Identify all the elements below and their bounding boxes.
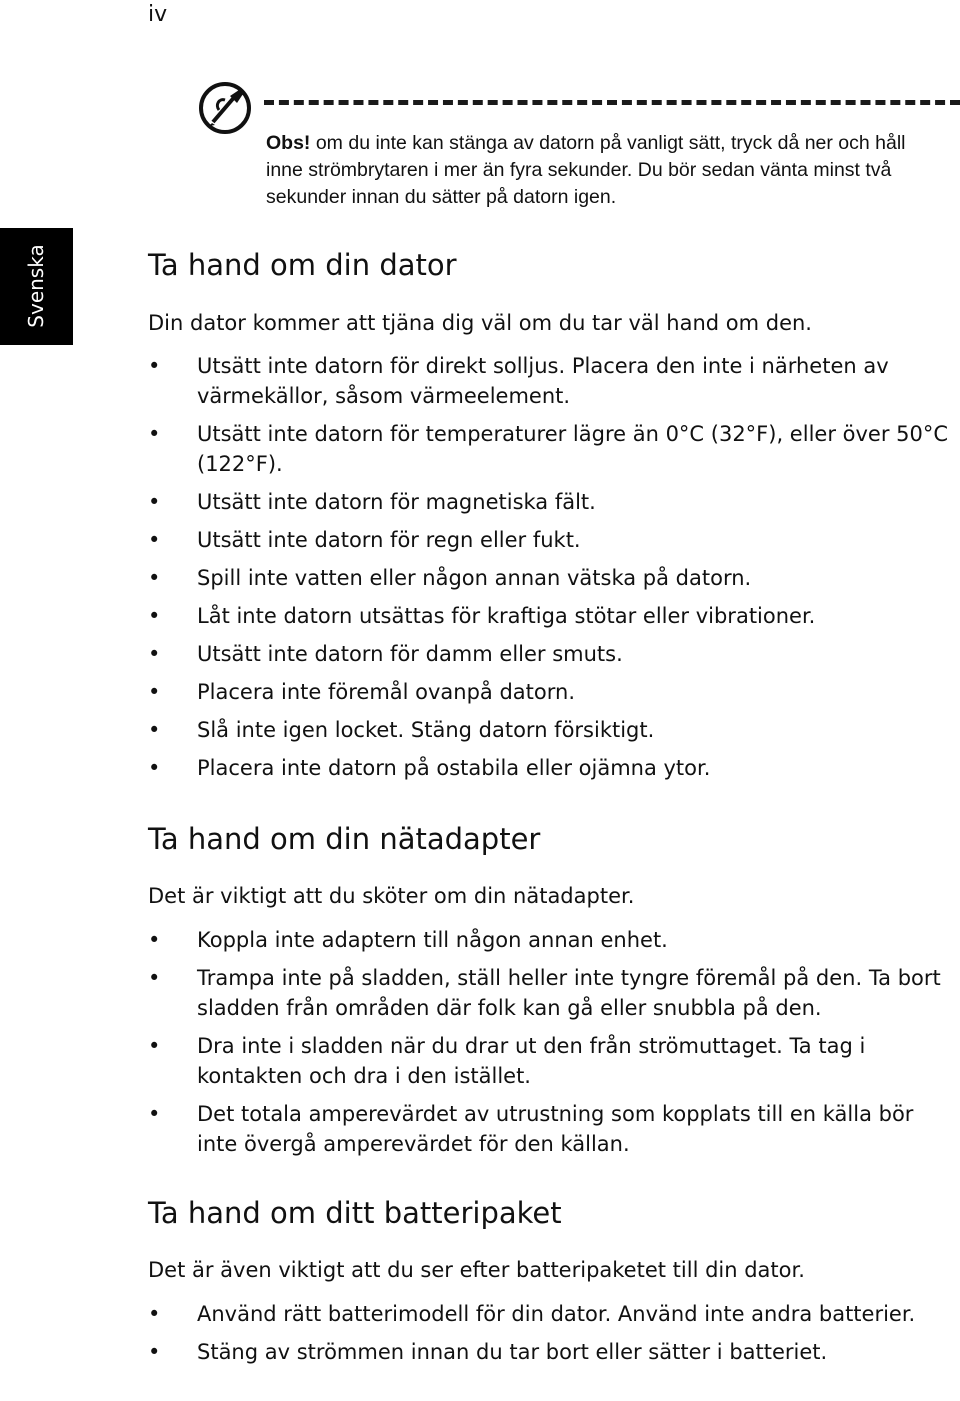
list-item: • Använd rätt batterimodell för din dator. Använd inte andra batterier. [148, 1299, 960, 1329]
note-text: om du inte kan stänga av datorn på vanligt sätt, tryck då ner och håll inne strömbrytaren i mer än fyra sekunder. Du bör sedan vänta minst två sekunder innan du sätter på datorn igen. [266, 132, 906, 208]
list-item: • Placera inte föremål ovanpå datorn. [148, 677, 960, 707]
list-item: • Placera inte datorn på ostabila eller ojämna ytor. [148, 753, 960, 783]
section-title-natadapter: Ta hand om din nätadapter [148, 822, 541, 856]
list-item: • Utsätt inte datorn för regn eller fukt. [148, 525, 960, 555]
page-number: iv [148, 2, 168, 27]
list-item: • Koppla inte adaptern till någon annan enhet. [148, 925, 960, 955]
section-title-batteripaket: Ta hand om ditt batteripaket [148, 1196, 562, 1230]
section-intro-batteripaket: Det är även viktigt att du ser efter batteripaketet till din dator. [148, 1258, 805, 1282]
list-item: • Slå inte igen locket. Stäng datorn försiktigt. [148, 715, 960, 745]
list-item: • Utsätt inte datorn för damm eller smuts. [148, 639, 960, 669]
list-item: • Stäng av strömmen innan du tar bort eller sätter i batteriet. [148, 1337, 960, 1367]
note-pen-icon [197, 80, 253, 136]
section-intro-natadapter: Det är viktigt att du sköter om din nätadapter. [148, 884, 635, 908]
list-item: • Spill inte vatten eller någon annan vätska på datorn. [148, 563, 960, 593]
list-item: • Utsätt inte datorn för magnetiska fält. [148, 487, 960, 517]
list-item: • Det totala amperevärdet av utrustning som kopplats till en källa bör inte övergå amperevärdet för den källan. [148, 1099, 960, 1159]
list-item: • Trampa inte på sladden, ställ heller inte tyngre föremål på den. Ta bort sladden från områden där folk kan gå eller snubbla på den. [148, 963, 960, 1023]
list-item: • Dra inte i sladden när du drar ut den från strömuttaget. Ta tag i kontakten och dra i den istället. [148, 1031, 960, 1091]
section-intro-dator: Din dator kommer att tjäna dig väl om du tar väl hand om den. [148, 311, 812, 335]
list-item: • Utsätt inte datorn för direkt solljus. Placera den inte i närheten av värmekällor, såsom värmeelement. [148, 351, 960, 411]
side-tab-label: Svenska [24, 244, 48, 328]
list-item: • Utsätt inte datorn för temperaturer lägre än 0°C (32°F), eller över 50°C (122°F). [148, 419, 960, 479]
bullet-list-natadapter [148, 925, 960, 1159]
note-divider [264, 100, 960, 105]
bullet-list-dator [148, 351, 960, 783]
section-title-dator: Ta hand om din dator [148, 248, 457, 282]
list-item: • Låt inte datorn utsättas för kraftiga stötar eller vibrationer. [148, 601, 960, 631]
note-block [266, 130, 946, 211]
language-side-tab [0, 228, 73, 345]
note-label: Obs! [266, 132, 311, 154]
bullet-list-batteripaket [148, 1299, 960, 1367]
